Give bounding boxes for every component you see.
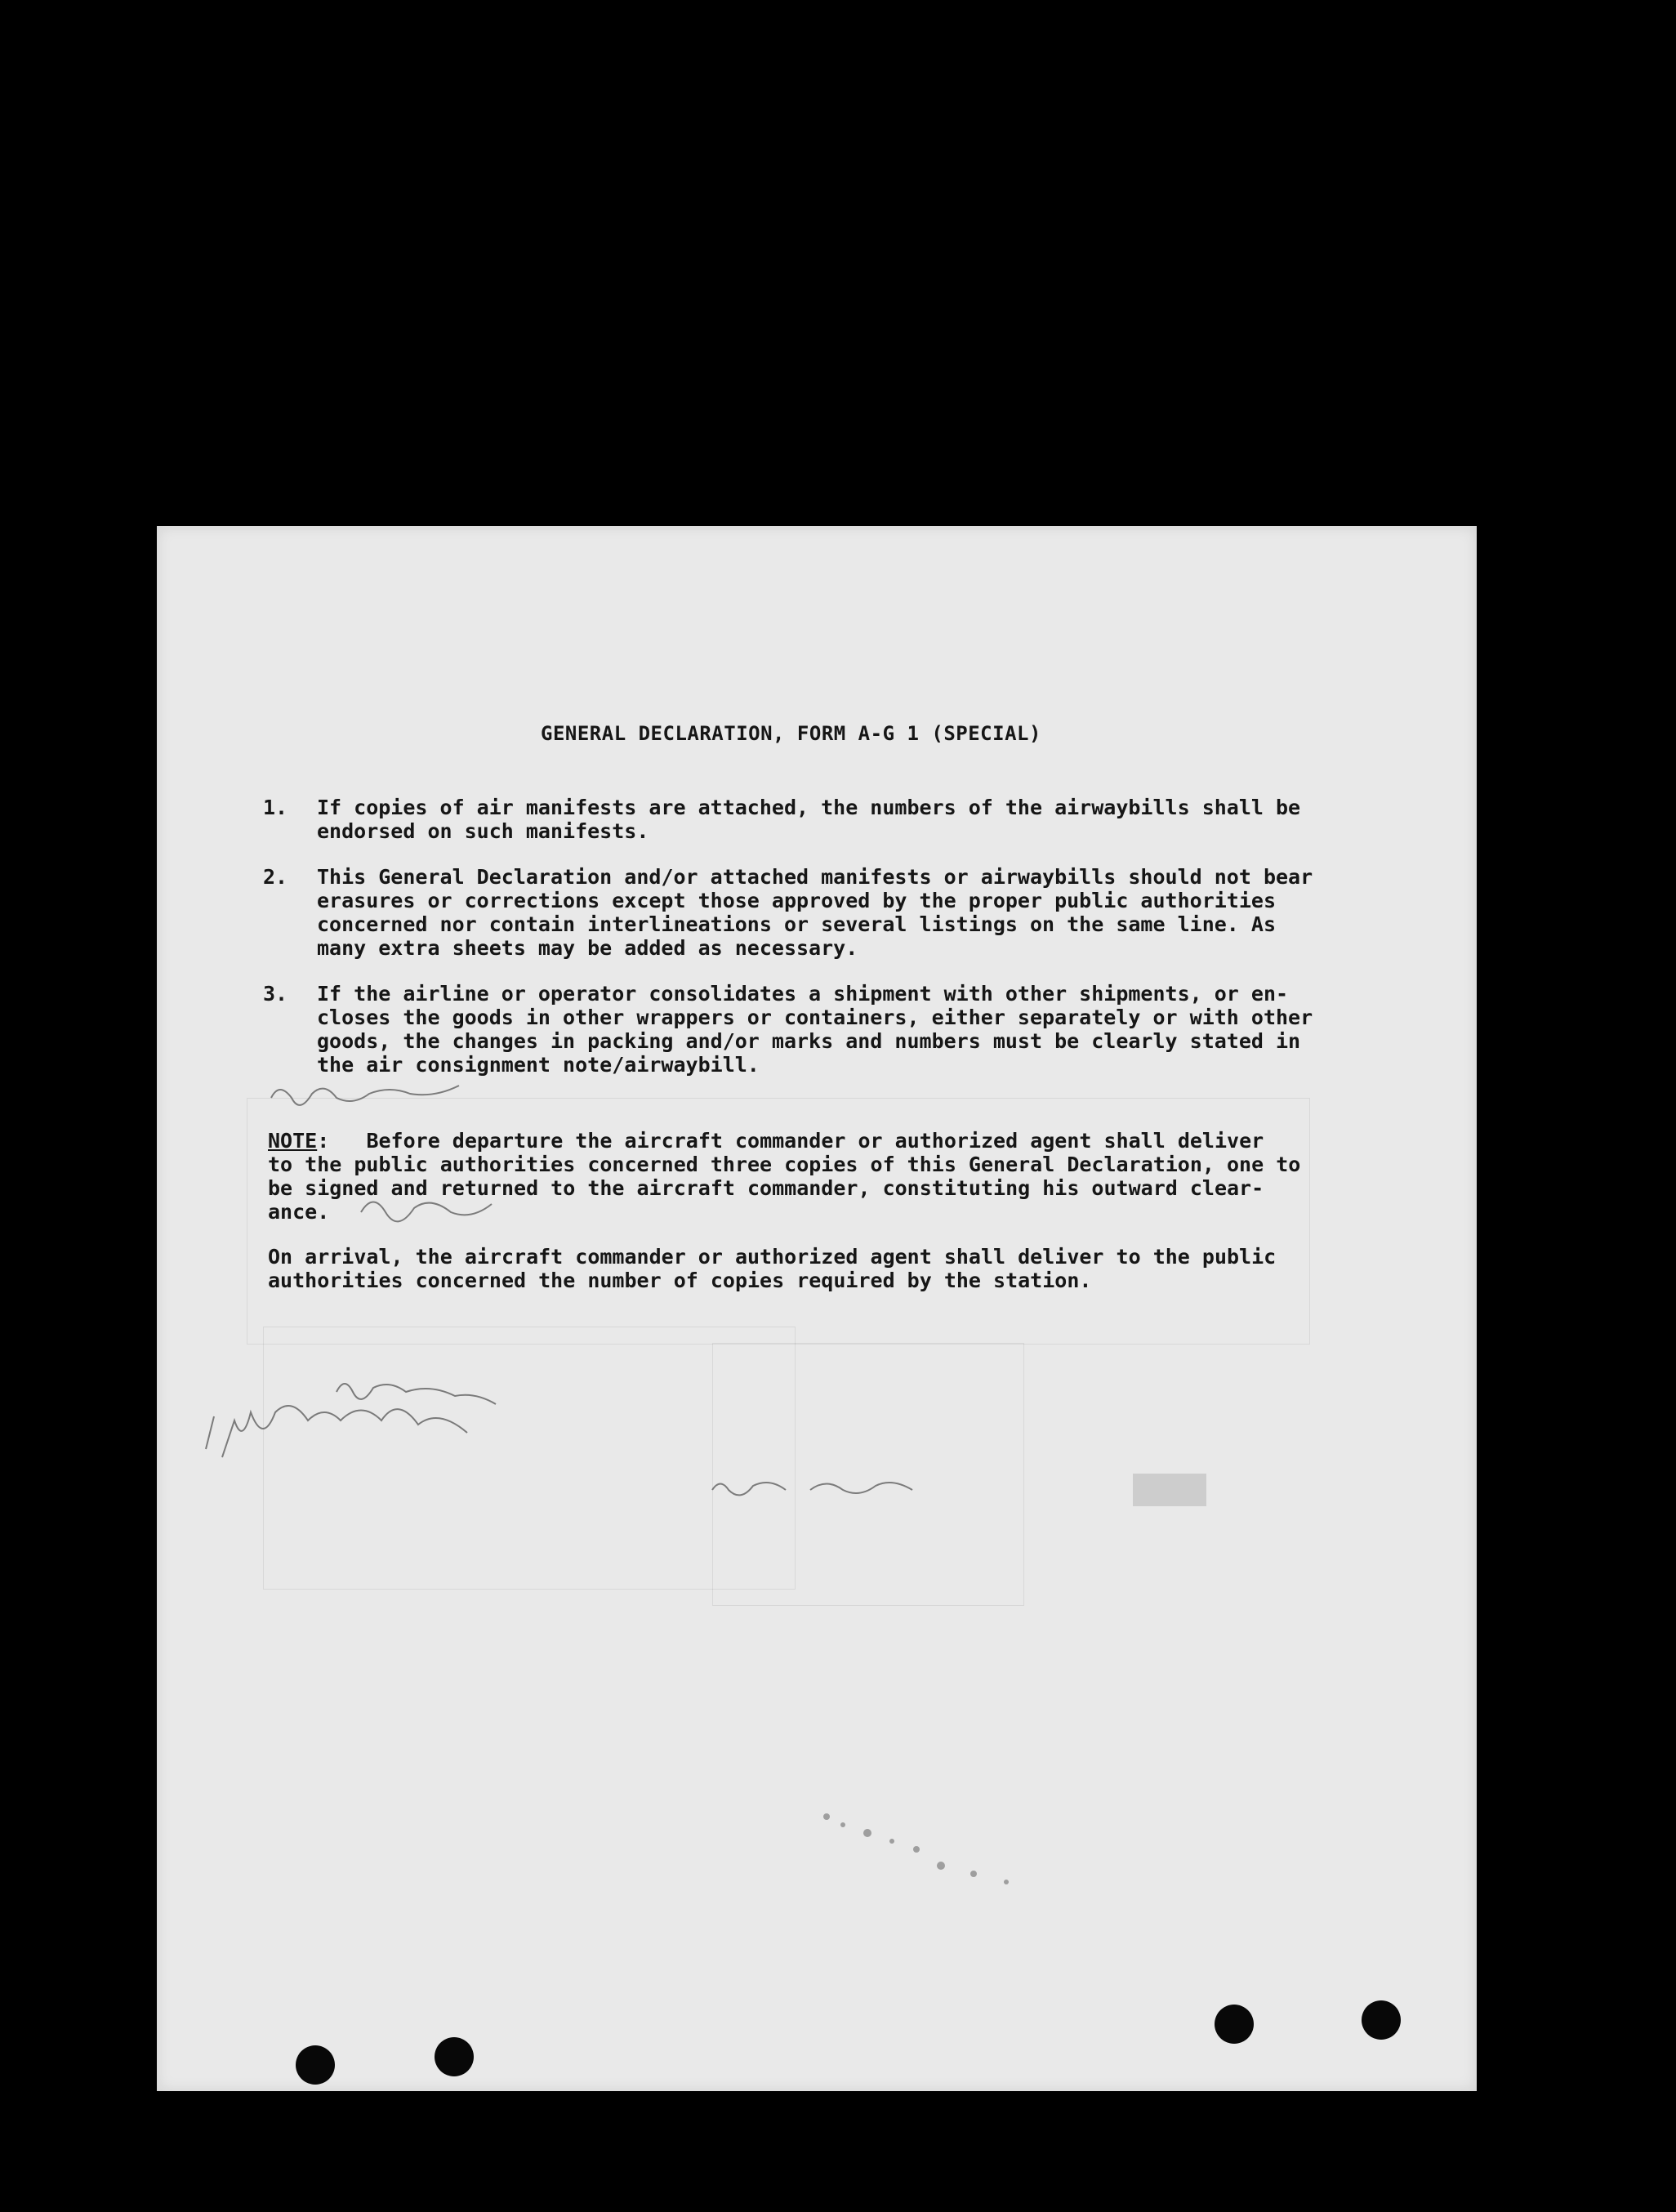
item-text — [317, 982, 1371, 1077]
document-text — [157, 526, 1477, 2091]
item-text — [317, 865, 1371, 960]
item-line: If copies of air manifests are attached, the numbers of the airwaybills shall be — [317, 796, 1301, 819]
document-page — [157, 526, 1477, 2091]
item-line: many extra sheets may be added as necessary. — [317, 936, 858, 960]
note-paragraph — [268, 1129, 1366, 1224]
item-number: 3. — [263, 982, 288, 1006]
arrival-paragraph — [268, 1245, 1366, 1292]
note-line: Before departure the aircraft commander or authorized agent shall deliver — [366, 1129, 1264, 1153]
document-title: GENERAL DECLARATION, FORM A-G 1 (SPECIAL) — [541, 722, 1041, 745]
punch-hole — [296, 2045, 335, 2085]
item-number: 2. — [263, 865, 288, 889]
item-text — [317, 796, 1371, 843]
note-first-line: NOTE: Before departure the aircraft commander or authorized agent shall deliver — [268, 1129, 1264, 1153]
arrival-line: authorities concerned the number of copies required by the station. — [268, 1269, 1092, 1292]
item-line: If the airline or operator consolidates a shipment with other shipments, or en- — [317, 982, 1289, 1006]
item-line: concerned nor contain interlineations or several listings on the same line. As — [317, 912, 1276, 936]
note-label: NOTE — [268, 1129, 318, 1153]
punch-hole — [1362, 2000, 1401, 2040]
note-line: to the public authorities concerned three copies of this General Declaration, one to — [268, 1153, 1301, 1176]
item-line: closes the goods in other wrappers or containers, either separately or with other — [317, 1006, 1313, 1029]
note-line: ance. — [268, 1200, 330, 1224]
item-line: erasures or corrections except those approved by the proper public authorities — [317, 889, 1276, 912]
note-line: be signed and returned to the aircraft commander, constituting his outward clear- — [268, 1176, 1264, 1200]
punch-hole — [1215, 2005, 1254, 2044]
item-line: the air consignment note/airwaybill. — [317, 1053, 760, 1077]
item-line: endorsed on such manifests. — [317, 819, 649, 843]
arrival-line: On arrival, the aircraft commander or authorized agent shall deliver to the public — [268, 1245, 1277, 1269]
item-line: This General Declaration and/or attached manifests or airwaybills should not bear — [317, 865, 1313, 889]
item-line: goods, the changes in packing and/or marks and numbers must be clearly stated in — [317, 1029, 1301, 1053]
punch-hole — [435, 2037, 474, 2076]
item-number: 1. — [263, 796, 288, 819]
